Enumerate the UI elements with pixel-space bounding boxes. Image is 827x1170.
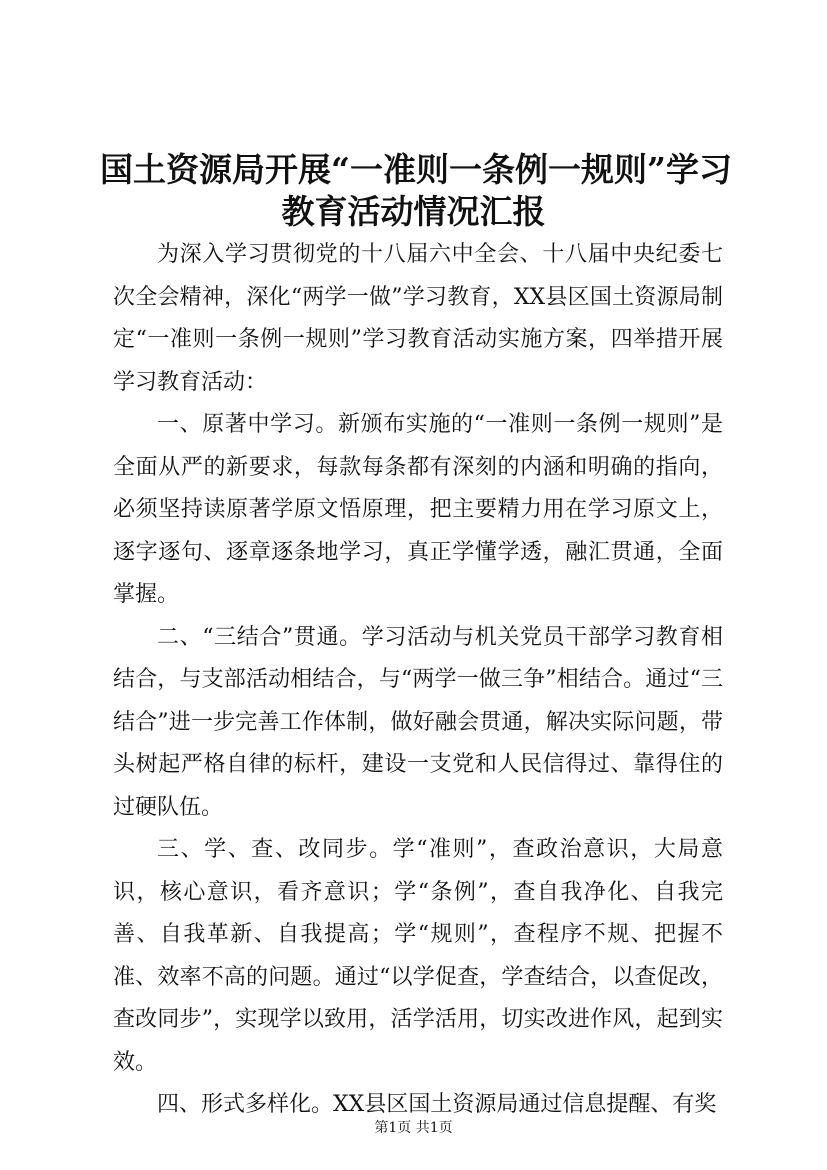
- document-body: [113, 234, 723, 1127]
- paragraph-section-2: 二、“三结合”贯通。学习活动与机关党员干部学习教育相结合，与支部活动相结合，与“两学一做三争”相结合。通过“三结合”进一步完善工作体制，做好融会贯通，解决实际问题，带头树起严格自律的标杆，建设一支党和人民信得过、靠得住的过硬队伍。: [113, 624, 723, 820]
- paragraph-intro: 为深入学习贯彻党的十八届六中全会、十八届中央纪委七次全会精神，深化“两学一做”学习教育，XX县区国土资源局制定“一准则一条例一规则”学习教育活动实施方案，四举措开展学习教育活动：: [113, 242, 723, 395]
- document-title-line-1: 国土资源局开展“一准则一条例一规则”学习: [100, 150, 732, 189]
- document-title-line-2: 教育活动情况汇报: [281, 192, 546, 231]
- page-number-footer: 第1页 共1页: [374, 1120, 453, 1136]
- paragraph-section-4: 四、形式多样化。XX县区国土资源局通过信息提醒、有奖: [157, 1092, 717, 1117]
- paragraph-section-3: 三、学、查、改同步。学“准则”，查政治意识，大局意识，核心意识，看齐意识；学“条例”，查自我净化、自我完善、自我革新、自我提高；学“规则”，查程序不规、把握不准、效率不高的问题。通过“以学促查，学查结合，以查促改，查改同步”，实现学以致用，活学活用，切实改进作风，起到实效。: [113, 837, 723, 1075]
- paragraph-section-1: 一、原著中学习。新颁布实施的“一准则一条例一规则”是全面从严的新要求，每款每条都有深刻的内涵和明确的指向，必须坚持读原著学原文悟原理，把主要精力用在学习原文上，逐字逐句、逐章逐条地学习，真正学懂学透，融汇贯通，全面掌握。: [113, 412, 723, 607]
